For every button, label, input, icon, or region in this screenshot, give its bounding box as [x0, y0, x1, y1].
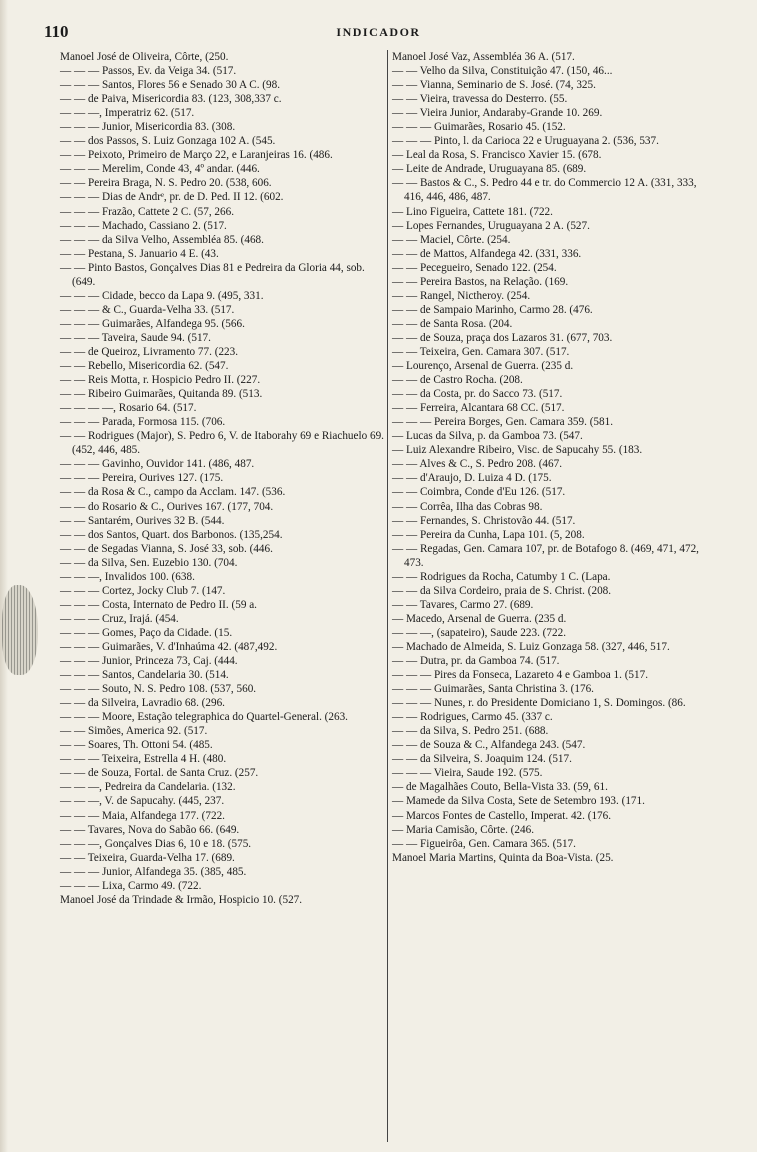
- directory-entry: — — Ferreira, Alcantara 68 CC. (517.: [392, 402, 565, 415]
- directory-entry: — — Corrêa, Ilha das Cobras 98.: [392, 500, 543, 513]
- directory-entry: — — Peixoto, Primeiro de Março 22, e Laranjeiras 16. (486.: [60, 149, 333, 162]
- directory-entry: — — — Merelim, Conde 43, 4º andar. (446.: [60, 163, 260, 176]
- directory-entry: — — Bastos & C., S. Pedro 44 e tr. do Commercio 12 A. (331, 333, 416, 446, 486, 487.: [392, 177, 697, 204]
- directory-entry: — — — Nunes, r. do Presidente Domiciano 1, S. Domingos. (86.: [392, 697, 686, 710]
- directory-entry: — — — Guimarães, V. d'Inhaúma 42. (487,492.: [60, 640, 278, 653]
- directory-entry: — Lucas da Silva, p. da Gamboa 73. (547.: [392, 430, 583, 443]
- directory-entry: Manoel José Vaz, Assembléa 36 A. (517.: [392, 51, 575, 63]
- directory-entry: — Machado de Almeida, S. Luiz Gonzaga 58. (327, 446, 517.: [392, 640, 670, 653]
- directory-entry: — — d'Araujo, D. Luiza 4 D. (175.: [392, 472, 552, 485]
- directory-entry: — — de Souza, praça dos Lazaros 31. (677, 703.: [392, 331, 613, 344]
- page-stain-mark: [2, 585, 38, 675]
- directory-entry: — — da Silveira, S. Joaquim 124. (517.: [392, 753, 572, 766]
- directory-entry: — — Tavares, Nova do Sabão 66. (649.: [60, 823, 240, 836]
- directory-entry: — — Soares, Th. Ottoni 54. (485.: [60, 739, 213, 752]
- directory-entry: — — Teixeira, Guarda-Velha 17. (689.: [60, 851, 235, 864]
- directory-entry: — — — Santos, Flores 56 e Senado 30 A C. (98.: [60, 79, 281, 92]
- column-divider: [387, 50, 388, 1142]
- directory-entry: Manoel Maria Martins, Quinta da Boa-Vista. (25.: [392, 851, 614, 864]
- directory-entry: — — — —, Rosario 64. (517.: [60, 402, 197, 415]
- directory-entry: — — Tavares, Carmo 27. (689.: [392, 598, 534, 611]
- directory-entry: — — Reis Motta, r. Hospicio Pedro II. (227.: [60, 374, 261, 387]
- directory-entry: — — de Sampaio Marinho, Carmo 28. (476.: [392, 303, 593, 316]
- directory-entry: — — — Dias de Andrᵉ, pr. de D. Ped. II 12. (602.: [60, 191, 284, 204]
- directory-entry: — — Santarém, Ourives 32 B. (544.: [60, 514, 225, 527]
- directory-entry: — — — Costa, Internato de Pedro II. (59 a.: [60, 598, 257, 611]
- directory-entry: — — Dutra, pr. da Gamboa 74. (517.: [392, 655, 560, 668]
- right-column: [392, 50, 712, 865]
- directory-entry: — — — Passos, Ev. da Veiga 34. (517.: [60, 65, 237, 78]
- directory-entry: — Mamede da Silva Costa, Sete de Setembro 193. (171.: [392, 795, 645, 808]
- directory-entry: — — Teixeira, Gen. Camara 307. (517.: [392, 345, 570, 358]
- page-title: INDICADOR: [336, 25, 421, 39]
- directory-entry: — Macedo, Arsenal de Guerra. (235 d.: [392, 612, 567, 625]
- directory-entry: — — — Maia, Alfandega 177. (722.: [60, 809, 225, 822]
- directory-entry: — Leal da Rosa, S. Francisco Xavier 15. (678.: [392, 149, 602, 162]
- directory-entry: — — Rodrigues (Major), S. Pedro 6, V. de Itaborahy 69 e Riachuelo 69. (452, 446, 485.: [60, 430, 384, 457]
- directory-entry: — — — Moore, Estação telegraphica do Quartel-General. (263.: [60, 711, 348, 724]
- directory-entry: — — — Guimarães, Rosario 45. (152.: [392, 121, 566, 134]
- directory-entry: — — — & C., Guarda-Velha 33. (517.: [60, 303, 235, 316]
- directory-entry: — — — Pereira Borges, Gen. Camara 359. (581.: [392, 416, 614, 429]
- left-column: [60, 50, 385, 907]
- directory-entry: — — de Santa Rosa. (204.: [392, 317, 513, 330]
- directory-entry: — — Alves & C., S. Pedro 208. (467.: [392, 458, 562, 471]
- directory-entry: — — da Silva, Sen. Euzebio 130. (704.: [60, 556, 238, 569]
- directory-entry: — — Vieira Junior, Andaraby-Grande 10. 269.: [392, 107, 603, 120]
- page-number: 110: [44, 22, 69, 41]
- directory-entry: — — — Cidade, becco da Lapa 9. (495, 331.: [60, 289, 264, 302]
- directory-entry: — — — Lixa, Carmo 49. (722.: [60, 879, 202, 892]
- directory-entry: Manoel José da Trindade & Irmão, Hospicio 10. (527.: [60, 893, 303, 906]
- directory-entry: — — Pecegueiro, Senado 122. (254.: [392, 261, 557, 274]
- directory-entry: — — da Silva, S. Pedro 251. (688.: [392, 725, 549, 738]
- directory-entry: — — de Mattos, Alfandega 42. (331, 336.: [392, 247, 582, 260]
- directory-entry: — — — da Silva Velho, Assembléa 85. (468.: [60, 233, 264, 246]
- directory-entry: — — — Cortez, Jocky Club 7. (147.: [60, 584, 226, 597]
- directory-entry: — — —, Pedreira da Candelaria. (132.: [60, 781, 236, 794]
- directory-entry: — — — Cruz, Irajá. (454.: [60, 612, 179, 625]
- directory-entry: — Lopes Fernandes, Uruguayana 2 A. (527.: [392, 219, 590, 232]
- directory-entry: — — — Junior, Alfandega 35. (385, 485.: [60, 865, 247, 878]
- directory-entry: — — do Rosario & C., Ourives 167. (177, 704.: [60, 500, 274, 513]
- directory-entry: — — Rodrigues da Rocha, Catumby 1 C. (Lapa.: [392, 570, 611, 583]
- directory-entry: — — da Silveira, Lavradio 68. (296.: [60, 697, 225, 710]
- directory-entry: — — Velho da Silva, Constituição 47. (150, 46...: [392, 65, 613, 78]
- directory-entry: — — — Pires da Fonseca, Lazareto 4 e Gamboa 1. (517.: [392, 669, 648, 682]
- directory-entry: — — — Gavinho, Ouvidor 141. (486, 487.: [60, 458, 255, 471]
- directory-entry: — — — Junior, Misericordia 83. (308.: [60, 121, 236, 134]
- directory-entry: — — dos Santos, Quart. dos Barbonos. (135,254.: [60, 528, 283, 541]
- directory-entry: — Lino Figueira, Cattete 181. (722.: [392, 205, 553, 218]
- directory-entry: — — Rebello, Misericordia 62. (547.: [60, 360, 229, 373]
- directory-entry: — — Rodrigues, Carmo 45. (337 c.: [392, 711, 553, 724]
- directory-entry: — — — Machado, Cassiano 2. (517.: [60, 219, 227, 232]
- directory-entry: — Luiz Alexandre Ribeiro, Visc. de Sapucahy 55. (183.: [392, 444, 643, 457]
- directory-entry: — — Pinto Bastos, Gonçalves Dias 81 e Pedreira da Gloria 44, sob. (649.: [60, 261, 365, 288]
- directory-entry: — Leite de Andrade, Uruguayana 85. (689.: [392, 163, 587, 176]
- directory-entry: — — de Castro Rocha. (208.: [392, 374, 523, 387]
- directory-entry: — — Rangel, Nictheroy. (254.: [392, 289, 531, 302]
- directory-entry: — — — Souto, N. S. Pedro 108. (537, 560.: [60, 683, 257, 696]
- directory-entry: — — de Souza & C., Alfandega 243. (547.: [392, 739, 586, 752]
- directory-entry: — — —, Imperatriz 62. (517.: [60, 107, 195, 120]
- directory-entry: — Lourenço, Arsenal de Guerra. (235 d.: [392, 360, 574, 373]
- directory-entry: Manoel José de Oliveira, Côrte, (250.: [60, 51, 229, 63]
- directory-entry: — — de Souza, Fortal. de Santa Cruz. (257.: [60, 767, 259, 780]
- directory-entry: — — —, V. de Sapucahy. (445, 237.: [60, 795, 225, 808]
- directory-entry: — — de Queiroz, Livramento 77. (223.: [60, 345, 239, 358]
- directory-entry: — — — Gomes, Paço da Cidade. (15.: [60, 626, 233, 639]
- directory-entry: — — — Santos, Candelaria 30. (514.: [60, 669, 229, 682]
- directory-entry: — — — Pinto, l. da Carioca 22 e Uruguayana 2. (536, 537.: [392, 135, 659, 148]
- directory-entry: — — Vianna, Seminario de S. José. (74, 325.: [392, 79, 596, 92]
- directory-entry: — — da Costa, pr. do Sacco 73. (517.: [392, 388, 563, 401]
- directory-entry: — — — Parada, Formosa 115. (706.: [60, 416, 226, 429]
- directory-entry: — — — Teixeira, Estrella 4 H. (480.: [60, 753, 227, 766]
- directory-entry: — — — Guimarães, Santa Christina 3. (176.: [392, 683, 594, 696]
- directory-entry: — — —, (sapateiro), Saude 223. (722.: [392, 626, 566, 639]
- directory-entry: — — — Guimarães, Alfandega 95. (566.: [60, 317, 245, 330]
- directory-entry: — — — Pereira, Ourives 127. (175.: [60, 472, 224, 485]
- page-header: [0, 22, 757, 46]
- directory-entry: — — Pestana, S. Januario 4 E. (43.: [60, 247, 219, 260]
- directory-entry: — — Simões, America 92. (517.: [60, 725, 208, 738]
- directory-entry: — — de Segadas Vianna, S. José 33, sob. (446.: [60, 542, 273, 555]
- directory-entry: — — da Silva Cordeiro, praia de S. Christ. (208.: [392, 584, 612, 597]
- directory-entry: — — da Rosa & C., campo da Acclam. 147. (536.: [60, 486, 286, 499]
- directory-entry: — — Pereira da Cunha, Lapa 101. (5, 208.: [392, 528, 585, 541]
- directory-entry: — — de Paiva, Misericordia 83. (123, 308,337 c.: [60, 93, 282, 106]
- directory-entry: — — —, Gonçalves Dias 6, 10 e 18. (575.: [60, 837, 252, 850]
- directory-entry: — — — Vieira, Saude 192. (575.: [392, 767, 543, 780]
- directory-entry: — — — Junior, Princeza 73, Caj. (444.: [60, 655, 238, 668]
- directory-entry: — — — Taveira, Saude 94. (517.: [60, 331, 211, 344]
- directory-entry: — — Maciel, Côrte. (254.: [392, 233, 511, 246]
- directory-entry: — de Magalhães Couto, Bella-Vista 33. (59, 61.: [392, 781, 608, 794]
- directory-entry: — — dos Passos, S. Luiz Gonzaga 102 A. (545.: [60, 135, 276, 148]
- directory-entry: — Maria Camisão, Côrte. (246.: [392, 823, 534, 836]
- directory-entry: — — Regadas, Gen. Camara 107, pr. de Botafogo 8. (469, 471, 472, 473.: [392, 542, 699, 569]
- directory-entry: — — Pereira Bastos, na Relação. (169.: [392, 275, 569, 288]
- directory-entry: — — Pereira Braga, N. S. Pedro 20. (538, 606.: [60, 177, 272, 190]
- directory-entry: — — Ribeiro Guimarães, Quitanda 89. (513.: [60, 388, 263, 401]
- directory-entry: — — Coimbra, Conde d'Eu 126. (517.: [392, 486, 566, 499]
- directory-entry: — Marcos Fontes de Castello, Imperat. 42. (176.: [392, 809, 612, 822]
- directory-entry: — — — Frazão, Cattete 2 C. (57, 266.: [60, 205, 234, 218]
- page-binding-shadow: [0, 0, 8, 1152]
- directory-entry: — — Fernandes, S. Christovão 44. (517.: [392, 514, 576, 527]
- directory-entry: — — Figueirôa, Gen. Camara 365. (517.: [392, 837, 576, 850]
- directory-entry: — — Vieira, travessa do Desterro. (55.: [392, 93, 568, 106]
- directory-entry: — — —, Invalidos 100. (638.: [60, 570, 195, 583]
